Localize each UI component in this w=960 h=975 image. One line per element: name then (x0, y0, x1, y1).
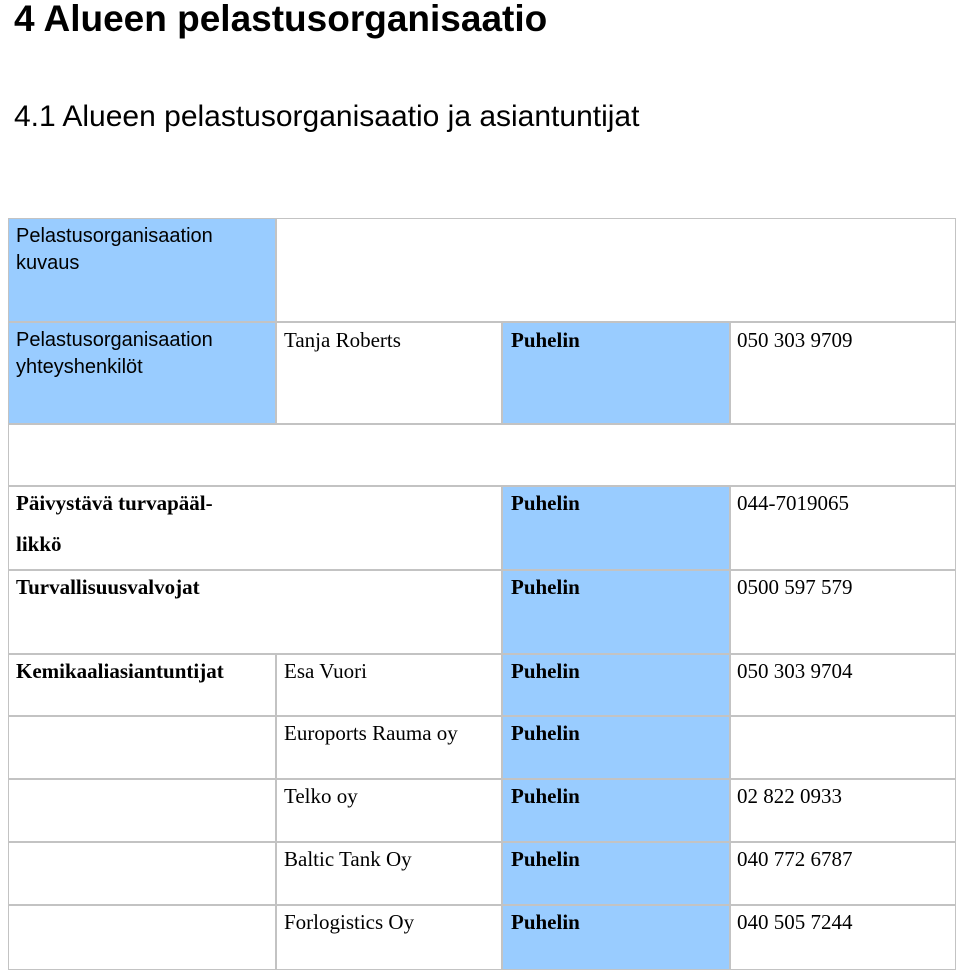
empty-label-cell (8, 842, 276, 905)
guard-phone: 0500 597 579 (737, 575, 853, 599)
chem-name: Forlogistics Oy (284, 910, 415, 934)
empty-label-cell (8, 779, 276, 842)
chem-phone-label-cell (502, 905, 730, 970)
phone-label: Puhelin (511, 328, 580, 352)
chem-name: Esa Vuori (284, 659, 367, 683)
chem-name-cell (276, 779, 502, 842)
contact-name-cell (276, 322, 502, 424)
chem-phone-label-cell (502, 779, 730, 842)
chem-phone: 040 772 6787 (737, 847, 853, 871)
empty-label-cell (8, 905, 276, 970)
duty-phone-label-cell (502, 486, 730, 570)
subsection-heading: 4.1 Alueen pelastusorganisaatio ja asiantuntijat (14, 100, 640, 133)
contacts-label-cell (8, 322, 276, 424)
contact-phone-label-cell (502, 322, 730, 424)
guard-phone-label-cell (502, 570, 730, 654)
chem-phone-label-cell (502, 842, 730, 905)
duty-phone-cell (730, 486, 956, 570)
duty-label-cell (8, 486, 502, 570)
guard-phone-cell (730, 570, 956, 654)
chem-phone-cell (730, 779, 956, 842)
contacts-label-line1: Pelastusorganisaation (16, 329, 213, 351)
chem-phone-label-cell (502, 716, 730, 779)
chem-phone-cell (730, 842, 956, 905)
chem-name-cell (276, 905, 502, 970)
chem-phone-label-cell (502, 654, 730, 716)
phone-label: Puhelin (511, 784, 580, 808)
phone-label: Puhelin (511, 491, 580, 515)
description-label-line1: Pelastusorganisaation (16, 225, 213, 247)
contact-phone: 050 303 9709 (737, 328, 853, 352)
contact-phone-cell (730, 322, 956, 424)
duty-label-line1: Päivystävä turvapääl- (16, 491, 213, 515)
duty-phone: 044-7019065 (737, 491, 849, 515)
chem-name-cell (276, 842, 502, 905)
chem-phone: 02 822 0933 (737, 784, 842, 808)
phone-label: Puhelin (511, 659, 580, 683)
chem-name: Euroports Rauma oy (284, 721, 458, 745)
description-label-cell (8, 218, 276, 322)
guard-label-cell (8, 570, 502, 654)
chem-name-cell (276, 716, 502, 779)
description-label-line2: kuvaus (16, 252, 80, 274)
rescue-organisation-table (8, 218, 956, 970)
contact-name: Tanja Roberts (284, 328, 401, 352)
empty-row (8, 424, 956, 486)
guard-label: Turvallisuusvalvojat (16, 575, 200, 599)
contacts-label-line2: yhteyshenkilöt (16, 356, 143, 378)
chem-phone-cell (730, 716, 956, 779)
description-value-cell (276, 218, 956, 322)
chem-phone: 040 505 7244 (737, 910, 853, 934)
phone-label: Puhelin (511, 575, 580, 599)
chem-phone-cell (730, 654, 956, 716)
duty-label-line2: likkö (16, 532, 62, 556)
phone-label: Puhelin (511, 721, 580, 745)
phone-label: Puhelin (511, 847, 580, 871)
chem-label: Kemikaaliasiantuntijat (16, 659, 224, 683)
chem-phone-cell (730, 905, 956, 970)
section-heading: 4 Alueen pelastusorganisaatio (14, 0, 548, 39)
chem-name: Telko oy (284, 784, 358, 808)
chem-phone: 050 303 9704 (737, 659, 853, 683)
phone-label: Puhelin (511, 910, 580, 934)
chem-name: Baltic Tank Oy (284, 847, 412, 871)
chem-name-cell (276, 654, 502, 716)
empty-label-cell (8, 716, 276, 779)
chem-label-cell (8, 654, 276, 716)
